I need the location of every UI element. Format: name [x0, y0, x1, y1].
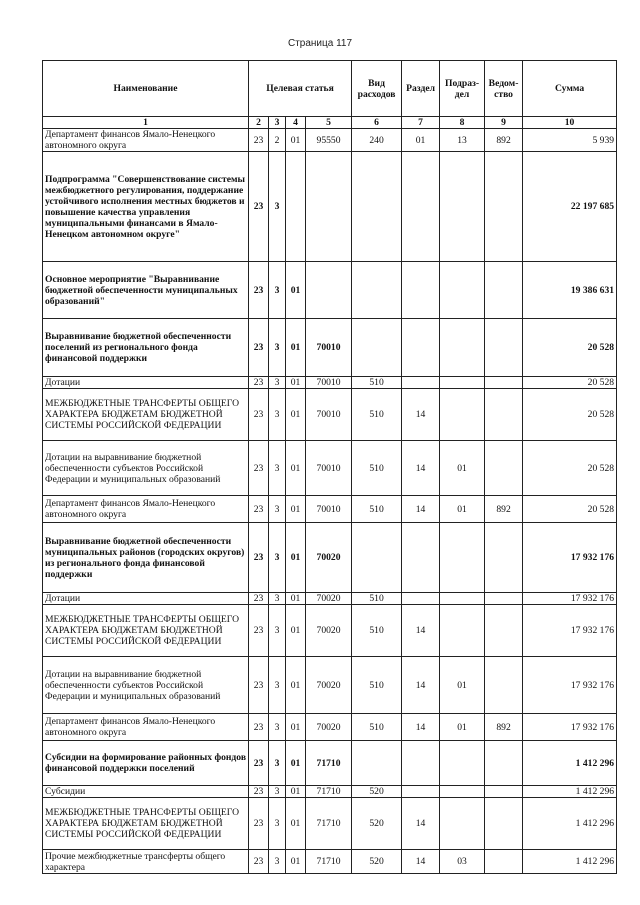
row-name-cell: Дотации	[43, 377, 249, 389]
vedomstvo-cell	[485, 152, 523, 262]
table-row	[43, 152, 617, 262]
table-row	[43, 741, 617, 786]
row-name-cell: Выравнивание бюджетной обеспеченности муниципальных районов (городских округов) из регионального фонда финансовой поддержки	[43, 523, 249, 593]
razdel-cell	[402, 741, 440, 786]
table-row	[43, 605, 617, 657]
sum-cell: 20 528	[523, 496, 617, 523]
target-part-1-cell: 23	[249, 741, 269, 786]
vid-cell: 520	[352, 850, 402, 874]
podrazdel-cell	[440, 523, 485, 593]
col-number: 2	[249, 117, 269, 129]
col-target-header: Целевая статья	[249, 61, 352, 117]
table-row	[43, 496, 617, 523]
col-number: 4	[286, 117, 306, 129]
row-name-cell: Субсидии	[43, 786, 249, 798]
col-podrazdel-header: Подраз-дел	[440, 61, 485, 117]
target-part-4-cell: 71710	[306, 798, 352, 850]
sum-cell: 20 528	[523, 389, 617, 441]
razdel-cell: 14	[402, 798, 440, 850]
target-part-4-cell: 70020	[306, 605, 352, 657]
vid-cell	[352, 319, 402, 377]
vedomstvo-cell	[485, 798, 523, 850]
table-row	[43, 262, 617, 319]
vedomstvo-cell	[485, 319, 523, 377]
razdel-cell: 14	[402, 389, 440, 441]
target-part-4-cell: 71710	[306, 741, 352, 786]
target-part-1-cell: 23	[249, 152, 269, 262]
target-part-1-cell: 23	[249, 441, 269, 496]
target-part-2-cell: 3	[269, 850, 286, 874]
target-part-3-cell: 01	[286, 389, 306, 441]
target-part-2-cell: 3	[269, 319, 286, 377]
sum-cell: 1 412 296	[523, 798, 617, 850]
podrazdel-cell	[440, 152, 485, 262]
razdel-cell	[402, 319, 440, 377]
vid-cell: 520	[352, 798, 402, 850]
razdel-cell: 14	[402, 850, 440, 874]
sum-cell: 20 528	[523, 377, 617, 389]
col-vid-header: Вид расходов	[352, 61, 402, 117]
target-part-2-cell: 3	[269, 441, 286, 496]
row-name-cell: МЕЖБЮДЖЕТНЫЕ ТРАНСФЕРТЫ ОБЩЕГО ХАРАКТЕРА БЮДЖЕТАМ БЮДЖЕТНОЙ СИСТЕМЫ РОССИЙСКОЙ ФЕДЕРАЦИИ	[43, 798, 249, 850]
target-part-3-cell: 01	[286, 441, 306, 496]
vid-cell	[352, 741, 402, 786]
podrazdel-cell: 01	[440, 496, 485, 523]
target-part-4-cell: 70010	[306, 319, 352, 377]
razdel-cell	[402, 523, 440, 593]
vedomstvo-cell	[485, 786, 523, 798]
target-part-3-cell: 01	[286, 850, 306, 874]
target-part-1-cell: 23	[249, 850, 269, 874]
sum-cell: 20 528	[523, 441, 617, 496]
target-part-2-cell: 3	[269, 605, 286, 657]
target-part-1-cell: 23	[249, 389, 269, 441]
vid-cell: 510	[352, 657, 402, 714]
target-part-3-cell: 01	[286, 262, 306, 319]
target-part-4-cell: 70010	[306, 441, 352, 496]
table-row	[43, 389, 617, 441]
vedomstvo-cell	[485, 741, 523, 786]
vedomstvo-cell	[485, 262, 523, 319]
podrazdel-cell	[440, 786, 485, 798]
target-part-3-cell: 01	[286, 741, 306, 786]
vedomstvo-cell	[485, 377, 523, 389]
col-number: 9	[485, 117, 523, 129]
sum-cell: 5 939	[523, 129, 617, 152]
table-row	[43, 523, 617, 593]
target-part-1-cell: 23	[249, 319, 269, 377]
razdel-cell	[402, 152, 440, 262]
vedomstvo-cell: 892	[485, 714, 523, 741]
razdel-cell	[402, 786, 440, 798]
col-summa-header: Сумма	[523, 61, 617, 117]
podrazdel-cell: 01	[440, 714, 485, 741]
podrazdel-cell: 01	[440, 441, 485, 496]
row-name-cell: Дотации на выравнивание бюджетной обеспеченности субъектов Российской Федерации и муниципальных образований	[43, 657, 249, 714]
razdel-cell: 14	[402, 714, 440, 741]
target-part-1-cell: 23	[249, 657, 269, 714]
page-header: Страница 117	[287, 38, 353, 49]
vedomstvo-cell	[485, 389, 523, 441]
table-row	[43, 798, 617, 850]
column-numbers-row	[43, 117, 617, 129]
target-part-2-cell: 3	[269, 262, 286, 319]
target-part-4-cell: 70020	[306, 593, 352, 605]
budget-table	[42, 60, 617, 874]
target-part-4-cell: 70010	[306, 389, 352, 441]
target-part-4-cell: 71710	[306, 850, 352, 874]
target-part-4-cell: 70020	[306, 657, 352, 714]
target-part-1-cell: 23	[249, 714, 269, 741]
podrazdel-cell	[440, 741, 485, 786]
target-part-3-cell: 01	[286, 714, 306, 741]
target-part-2-cell: 3	[269, 714, 286, 741]
col-number: 6	[352, 117, 402, 129]
table-body	[43, 129, 617, 874]
razdel-cell: 14	[402, 441, 440, 496]
target-part-4-cell: 70010	[306, 496, 352, 523]
target-part-4-cell	[306, 262, 352, 319]
sum-cell: 17 932 176	[523, 714, 617, 741]
row-name-cell: МЕЖБЮДЖЕТНЫЕ ТРАНСФЕРТЫ ОБЩЕГО ХАРАКТЕРА БЮДЖЕТАМ БЮДЖЕТНОЙ СИСТЕМЫ РОССИЙСКОЙ ФЕДЕРАЦИИ	[43, 389, 249, 441]
row-name-cell: Основное мероприятие "Выравнивание бюджетной обеспеченности муниципальных образований"	[43, 262, 249, 319]
table-row	[43, 714, 617, 741]
podrazdel-cell	[440, 389, 485, 441]
target-part-1-cell: 23	[249, 262, 269, 319]
row-name-cell: Департамент финансов Ямало-Ненецкого автономного округа	[43, 714, 249, 741]
sum-cell: 1 412 296	[523, 786, 617, 798]
target-part-2-cell: 3	[269, 496, 286, 523]
vedomstvo-cell	[485, 657, 523, 714]
target-part-1-cell: 23	[249, 798, 269, 850]
target-part-2-cell: 3	[269, 741, 286, 786]
target-part-4-cell	[306, 152, 352, 262]
table-row	[43, 786, 617, 798]
target-part-3-cell: 01	[286, 377, 306, 389]
header-row	[43, 61, 617, 117]
podrazdel-cell	[440, 319, 485, 377]
table-row	[43, 441, 617, 496]
vid-cell: 520	[352, 786, 402, 798]
target-part-1-cell: 23	[249, 129, 269, 152]
target-part-3-cell: 01	[286, 319, 306, 377]
sum-cell: 1 412 296	[523, 850, 617, 874]
razdel-cell: 01	[402, 129, 440, 152]
sum-cell: 17 932 176	[523, 657, 617, 714]
target-part-1-cell: 23	[249, 593, 269, 605]
target-part-1-cell: 23	[249, 605, 269, 657]
target-part-3-cell	[286, 152, 306, 262]
vid-cell: 510	[352, 496, 402, 523]
razdel-cell	[402, 377, 440, 389]
target-part-3-cell: 01	[286, 605, 306, 657]
target-part-2-cell: 3	[269, 152, 286, 262]
row-name-cell: Дотации на выравнивание бюджетной обеспеченности субъектов Российской Федерации и муниципальных образований	[43, 441, 249, 496]
target-part-1-cell: 23	[249, 786, 269, 798]
podrazdel-cell: 13	[440, 129, 485, 152]
target-part-2-cell: 3	[269, 389, 286, 441]
vedomstvo-cell: 892	[485, 496, 523, 523]
vid-cell: 510	[352, 605, 402, 657]
vid-cell	[352, 152, 402, 262]
target-part-3-cell: 01	[286, 786, 306, 798]
target-part-2-cell: 3	[269, 786, 286, 798]
target-part-4-cell: 70010	[306, 377, 352, 389]
row-name-cell: Дотации	[43, 593, 249, 605]
table-row	[43, 377, 617, 389]
podrazdel-cell	[440, 262, 485, 319]
sum-cell: 17 932 176	[523, 523, 617, 593]
sum-cell: 19 386 631	[523, 262, 617, 319]
target-part-3-cell: 01	[286, 496, 306, 523]
row-name-cell: МЕЖБЮДЖЕТНЫЕ ТРАНСФЕРТЫ ОБЩЕГО ХАРАКТЕРА БЮДЖЕТАМ БЮДЖЕТНОЙ СИСТЕМЫ РОССИЙСКОЙ ФЕДЕРАЦИИ	[43, 605, 249, 657]
vedomstvo-cell	[485, 441, 523, 496]
podrazdel-cell	[440, 377, 485, 389]
table-row	[43, 593, 617, 605]
vid-cell: 510	[352, 389, 402, 441]
target-part-3-cell: 01	[286, 657, 306, 714]
vid-cell: 510	[352, 593, 402, 605]
table-row	[43, 657, 617, 714]
target-part-3-cell: 01	[286, 523, 306, 593]
row-name-cell: Подпрограмма "Совершенствование системы межбюджетного регулирования, поддержание устойчивого исполнения местных бюджетов и повышение качества управления муниципальными финансами в Ямало-Ненецком автономном округе"	[43, 152, 249, 262]
target-part-1-cell: 23	[249, 523, 269, 593]
podrazdel-cell	[440, 605, 485, 657]
col-number: 3	[269, 117, 286, 129]
target-part-2-cell: 3	[269, 657, 286, 714]
col-name-header: Наименование	[43, 61, 249, 117]
sum-cell: 20 528	[523, 319, 617, 377]
sum-cell: 17 932 176	[523, 593, 617, 605]
col-number: 8	[440, 117, 485, 129]
target-part-4-cell: 70020	[306, 714, 352, 741]
vid-cell: 510	[352, 377, 402, 389]
target-part-2-cell: 3	[269, 523, 286, 593]
target-part-3-cell: 01	[286, 129, 306, 152]
col-number: 5	[306, 117, 352, 129]
target-part-3-cell: 01	[286, 798, 306, 850]
row-name-cell: Выравнивание бюджетной обеспеченности поселений из регионального фонда финансовой поддержки	[43, 319, 249, 377]
target-part-1-cell: 23	[249, 496, 269, 523]
row-name-cell: Департамент финансов Ямало-Ненецкого автономного округа	[43, 129, 249, 152]
col-vedomstvo-header: Ведом-ство	[485, 61, 523, 117]
col-number: 1	[43, 117, 249, 129]
vid-cell: 510	[352, 441, 402, 496]
target-part-3-cell: 01	[286, 593, 306, 605]
col-number: 7	[402, 117, 440, 129]
razdel-cell: 14	[402, 657, 440, 714]
target-part-2-cell: 2	[269, 129, 286, 152]
col-razdel-header: Раздел	[402, 61, 440, 117]
podrazdel-cell	[440, 798, 485, 850]
sum-cell: 22 197 685	[523, 152, 617, 262]
target-part-2-cell: 3	[269, 798, 286, 850]
target-part-4-cell: 70020	[306, 523, 352, 593]
row-name-cell: Прочие межбюджетные трансферты общего характера	[43, 850, 249, 874]
vedomstvo-cell: 892	[485, 129, 523, 152]
vid-cell	[352, 523, 402, 593]
target-part-1-cell: 23	[249, 377, 269, 389]
vedomstvo-cell	[485, 605, 523, 657]
vid-cell	[352, 262, 402, 319]
vid-cell: 240	[352, 129, 402, 152]
razdel-cell: 14	[402, 605, 440, 657]
table-row	[43, 850, 617, 874]
table-row	[43, 319, 617, 377]
razdel-cell	[402, 262, 440, 319]
podrazdel-cell	[440, 593, 485, 605]
podrazdel-cell: 01	[440, 657, 485, 714]
col-number: 10	[523, 117, 617, 129]
target-part-2-cell: 3	[269, 377, 286, 389]
vedomstvo-cell	[485, 850, 523, 874]
target-part-4-cell: 95550	[306, 129, 352, 152]
vedomstvo-cell	[485, 523, 523, 593]
target-part-4-cell: 71710	[306, 786, 352, 798]
vedomstvo-cell	[485, 593, 523, 605]
razdel-cell	[402, 593, 440, 605]
row-name-cell: Субсидии на формирование районных фондов финансовой поддержки поселений	[43, 741, 249, 786]
table-row	[43, 129, 617, 152]
podrazdel-cell: 03	[440, 850, 485, 874]
target-part-2-cell: 3	[269, 593, 286, 605]
sum-cell: 17 932 176	[523, 605, 617, 657]
row-name-cell: Департамент финансов Ямало-Ненецкого автономного округа	[43, 496, 249, 523]
razdel-cell: 14	[402, 496, 440, 523]
sum-cell: 1 412 296	[523, 741, 617, 786]
vid-cell: 510	[352, 714, 402, 741]
